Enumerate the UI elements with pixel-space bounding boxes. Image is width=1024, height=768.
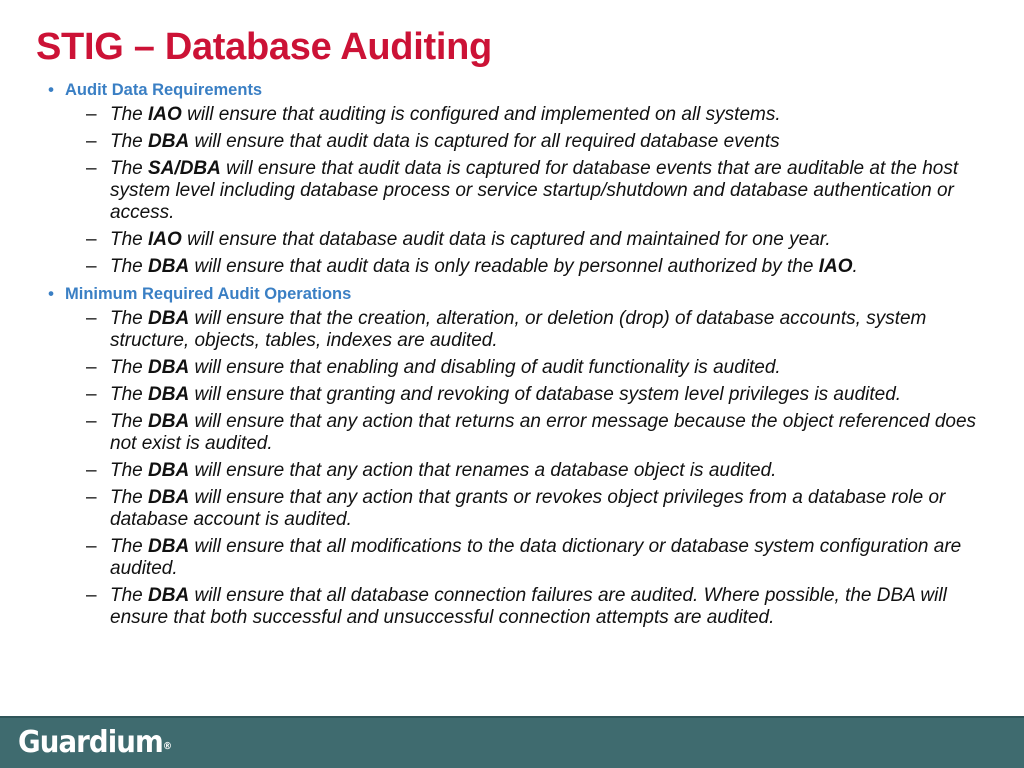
dash-icon: – [86, 536, 97, 557]
footer-bar [0, 716, 1024, 768]
list-item: – The DBA will ensure that all modifications to the data dictionary or database system configuration are audited. [86, 536, 962, 579]
list-item: – The DBA will ensure that any action that renames a database object is audited. [86, 460, 777, 481]
role-label: IAO [148, 104, 182, 125]
dash-icon: – [86, 256, 97, 277]
bullet-icon: • [48, 81, 54, 99]
role-label: DBA [148, 357, 190, 378]
list-item: – The DBA will ensure that audit data is only readable by personnel authorized by the IAO. [86, 256, 858, 277]
list-item: – The DBA will ensure that audit data is captured for all required database events [86, 131, 780, 152]
slide-content [44, 80, 994, 635]
dash-icon: – [86, 487, 97, 508]
dash-icon: – [86, 308, 97, 329]
dash-icon: – [86, 229, 97, 250]
dash-icon: – [86, 357, 97, 378]
section-heading-audit-data-requirements [44, 80, 994, 100]
list-item: – The IAO will ensure that database audit data is captured and maintained for one year. [86, 229, 831, 250]
role-label: DBA [148, 487, 190, 508]
role-label: DBA [148, 384, 190, 405]
guardium-logo: Guardium® [18, 725, 173, 760]
list-item: – The DBA will ensure that enabling and disabling of audit functionality is audited. [86, 357, 781, 378]
role-label: DBA [148, 131, 190, 152]
dash-icon: – [86, 460, 97, 481]
role-label: IAO [818, 256, 853, 277]
list-item: – The DBA will ensure that all database connection failures are audited. Where possible, the DBA will ensure that both successful and unsuccessful connection attempts are audited. [86, 585, 947, 628]
dash-icon: – [86, 411, 97, 432]
dash-icon: – [86, 131, 97, 152]
list-item: – The DBA will ensure that any action that grants or revokes object privileges from a database role or database account is audited. [86, 487, 946, 530]
section-heading-text: Minimum Required Audit Operations [65, 285, 352, 303]
operations-list [44, 308, 994, 629]
list-item: – The SA/DBA will ensure that audit data is captured for database events that are auditable at the host system level including database process or service startup/shutdown and database authentication or access. [86, 158, 959, 223]
slide-title: STIG – Database Auditing [36, 26, 492, 68]
role-label: DBA [148, 585, 190, 606]
list-item: – The DBA will ensure that granting and revoking of database system level privileges is audited. [86, 384, 902, 405]
requirements-list [44, 104, 994, 278]
role-label: DBA [148, 256, 190, 277]
bullet-icon: • [48, 285, 54, 303]
role-label: DBA [148, 460, 190, 481]
role-label: IAO [148, 229, 182, 250]
dash-icon: – [86, 104, 97, 125]
section-heading-text: Audit Data Requirements [65, 81, 263, 99]
role-label: DBA [148, 308, 190, 329]
list-item: – The DBA will ensure that the creation, alteration, or deletion (drop) of database accounts, system structure, objects, tables, indexes are audited. [86, 308, 927, 351]
role-label: SA/DBA [148, 158, 221, 179]
dash-icon: – [86, 158, 97, 179]
list-item: – The DBA will ensure that any action that returns an error message because the object referenced does not exist is audited. [86, 411, 977, 454]
dash-icon: – [86, 585, 97, 606]
dash-icon: – [86, 384, 97, 405]
role-label: DBA [148, 536, 190, 557]
section-heading-minimum-required-audit-operations [44, 284, 994, 304]
list-item: – The IAO will ensure that auditing is configured and implemented on all systems. [86, 104, 781, 125]
role-label: DBA [148, 411, 190, 432]
